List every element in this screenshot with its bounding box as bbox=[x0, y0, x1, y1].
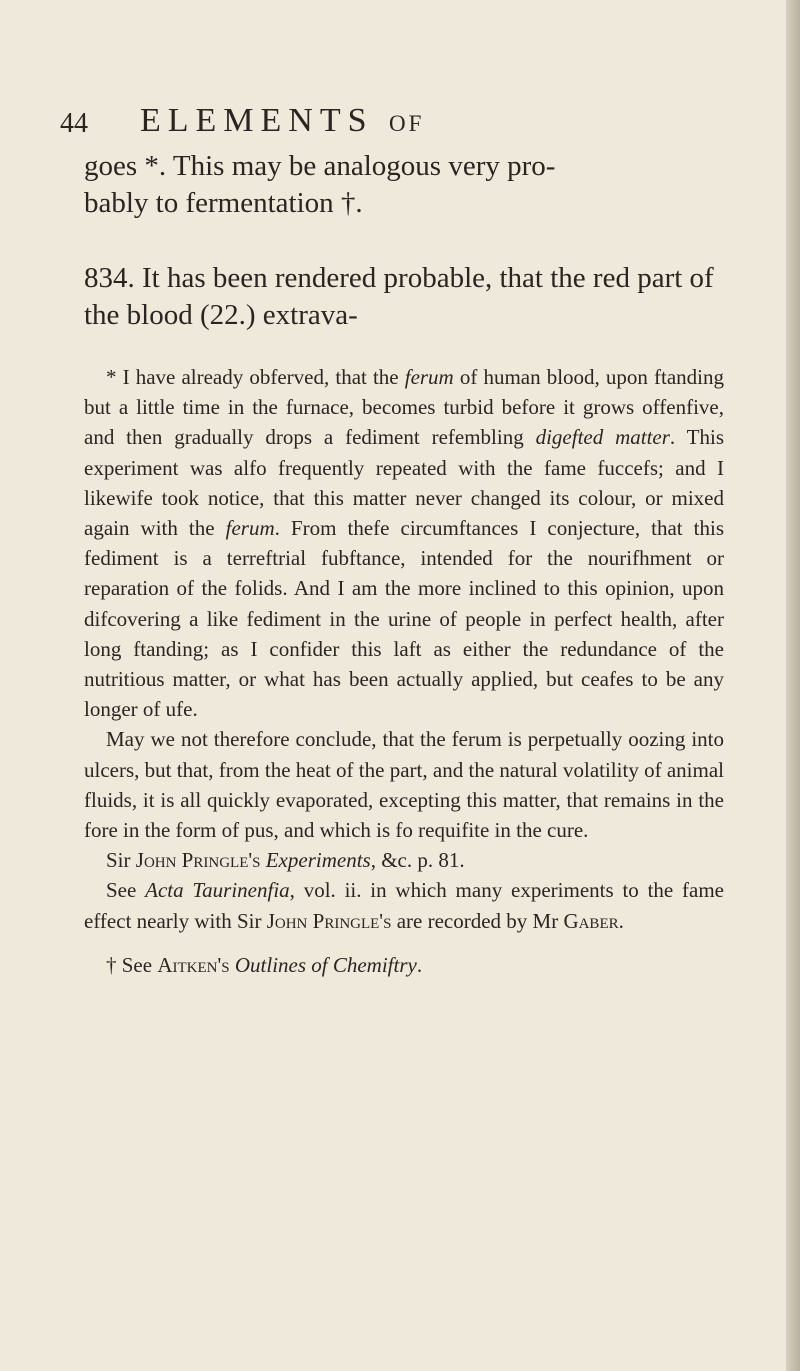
page-number: 44 bbox=[60, 108, 88, 139]
running-title-small: OF bbox=[389, 111, 425, 136]
footnote-citation-pringle bbox=[84, 845, 724, 875]
text-run: of human blood, upon ftanding but a little time in the furnace, becomes turbid before it grows offenfive, and then gradually drops a fediment refembling bbox=[84, 365, 725, 450]
text-run: . bbox=[618, 908, 624, 933]
text-run: . bbox=[416, 952, 423, 977]
work-title: Acta Taurinenfia bbox=[145, 878, 290, 903]
footnotes bbox=[84, 362, 724, 980]
author-name: John Pringle's bbox=[135, 848, 261, 873]
author-name: John Pringle's bbox=[266, 908, 392, 933]
text-run: Sir bbox=[106, 848, 136, 873]
work-title: Outlines of Chemiftry bbox=[234, 952, 417, 977]
italic-term: digefted matter bbox=[535, 425, 670, 450]
footnote-dagger bbox=[84, 950, 724, 980]
text-run: . This experiment was alfo frequently repeated with the fame fuccefs; and I likewife took notice, that this matter never changed its colour, or mixed again with the bbox=[84, 425, 724, 541]
text-run: , &c. p. 81. bbox=[370, 848, 465, 873]
text-run: * I have already obferved, that the bbox=[106, 365, 405, 389]
italic-term: ferum bbox=[225, 516, 275, 541]
text-run: are recorded by Mr bbox=[391, 908, 564, 933]
page-edge-shadow bbox=[786, 0, 800, 1371]
author-name: Gaber bbox=[563, 908, 619, 933]
text-run: † See bbox=[106, 952, 158, 977]
main-text bbox=[84, 148, 724, 334]
text-run: , vol. ii. in which many experiments to the fame effect nearly with Sir bbox=[84, 878, 724, 933]
text-run: See bbox=[106, 878, 146, 903]
running-title bbox=[140, 102, 424, 140]
footnote-citation-acta bbox=[84, 875, 724, 935]
author-name: Aitken's bbox=[157, 952, 230, 977]
work-title: Experiments bbox=[265, 848, 371, 873]
footnote-asterisk-p1 bbox=[84, 362, 724, 724]
footnote-asterisk-p2: May we not therefore conclude, that the ferum is perpetually oozing into ulcers, but that, from the heat of the part, and the natural volatility of animal fluids, it is all quickly evaporated, excepting this matter, that remains in the fore in the form of pus, and which is fo requifite in the cure. bbox=[84, 727, 724, 843]
paragraph-834: 834. It has been rendered probable, that the red part of the blood (22.) extrava- bbox=[84, 262, 714, 331]
text-run: . From thefe circumftances I conjecture, that this fediment is a terreftrial fubftance, intended for the nourifhment or reparation of the folids. And I am the more inclined to this opinion, upon difcovering a like fediment in the urine of people in perfect health, after long ftanding; as I confider this laft as either the redundance of the nutritious matter, or what has been actually applied, but ceafes to be any longer of ufe. bbox=[84, 516, 724, 722]
body-line: bably to fermentation †. bbox=[84, 187, 363, 219]
italic-term: ferum bbox=[404, 365, 454, 389]
running-title-main: ELEMENTS bbox=[140, 102, 374, 139]
page-header bbox=[60, 100, 760, 150]
body-line: goes *. This may be analogous very pro- bbox=[84, 150, 556, 182]
